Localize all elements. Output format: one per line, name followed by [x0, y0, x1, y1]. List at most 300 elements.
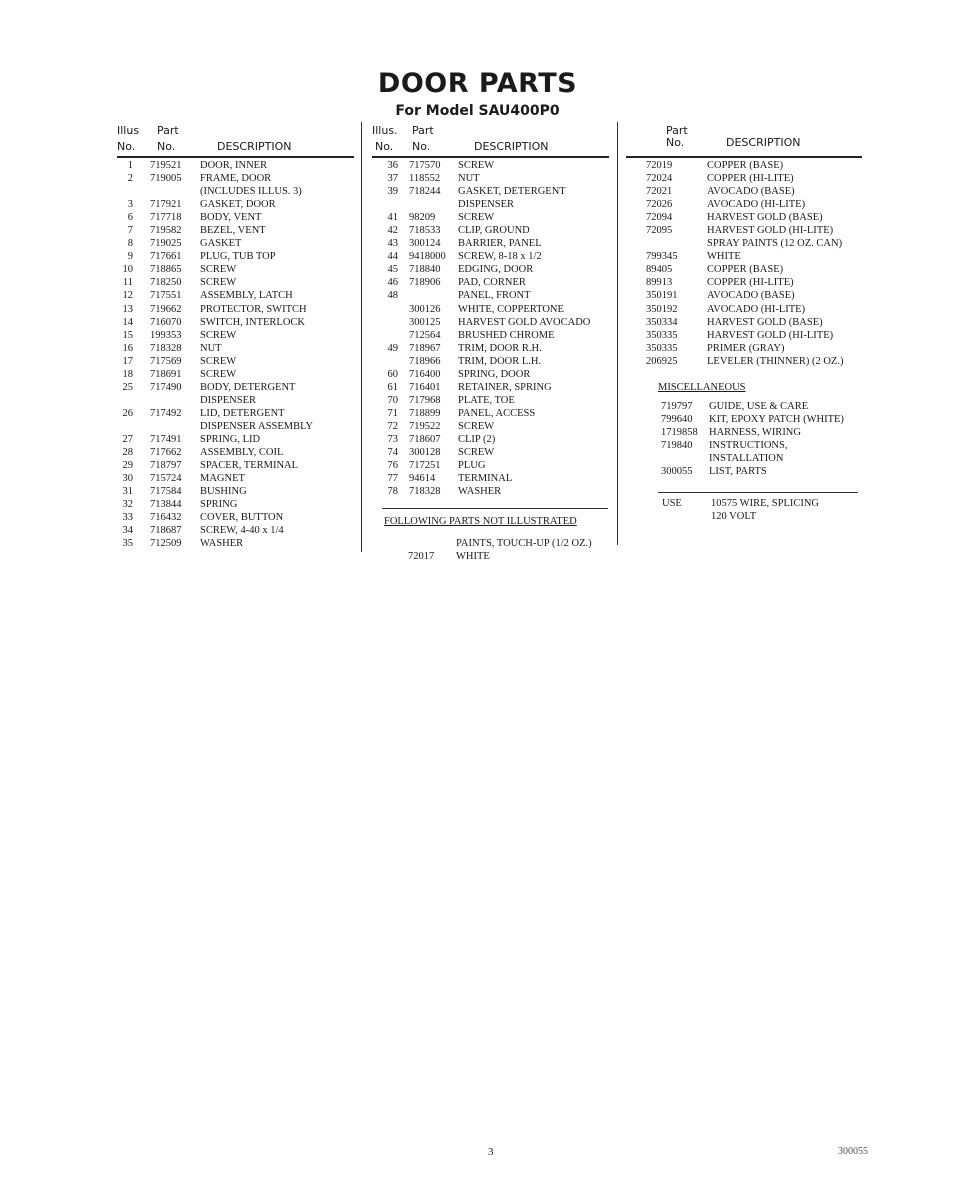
parts-row-part: 717662: [150, 447, 182, 459]
parts-row: [626, 439, 862, 452]
parts-row-desc: SCREW: [200, 329, 237, 341]
parts-row-illus: 15: [122, 329, 133, 341]
parts-row: [117, 224, 354, 237]
parts-row-illus: 33: [122, 512, 133, 524]
parts-row: [117, 303, 354, 316]
parts-row-desc: DOOR, INNER: [200, 160, 268, 171]
parts-row: [117, 498, 354, 511]
parts-row-desc: BARRIER, PANEL: [458, 238, 542, 250]
parts-row-desc: SCREW: [200, 264, 237, 276]
parts-row: [117, 342, 354, 355]
parts-row-desc: WHITE, COPPERTONE: [458, 303, 564, 315]
header-part-no: No.: [157, 140, 176, 153]
parts-row: [117, 381, 354, 394]
parts-row-desc: HARVEST GOLD (HI-LITE): [707, 225, 834, 237]
parts-row: [626, 510, 862, 523]
parts-row: [117, 407, 354, 420]
parts-row: [117, 289, 354, 302]
parts-row-desc: NUT: [200, 342, 222, 354]
parts-row: [117, 459, 354, 472]
parts-row-illus: 73: [387, 433, 398, 445]
parts-row-part: 718840: [409, 264, 441, 276]
parts-row-desc: PAINTS, TOUCH-UP (1/2 OZ.): [456, 538, 592, 550]
parts-row: [117, 368, 354, 381]
parts-row-desc: GUIDE, USE & CARE: [709, 400, 809, 412]
parts-row-part: 718328: [150, 342, 182, 354]
parts-row-illus: 35: [122, 538, 133, 550]
parts-row-part: 72026: [646, 199, 673, 211]
parts-row-desc: CLIP (2): [458, 433, 496, 445]
parts-row-part: 350192: [646, 303, 678, 315]
parts-row-illus: 25: [122, 381, 133, 393]
parts-row-illus: 2: [127, 173, 133, 185]
parts-row-desc: FRAME, DOOR: [200, 173, 272, 185]
parts-row: [117, 433, 354, 446]
parts-row-part: 718797: [150, 460, 182, 472]
parts-row-illus: 39: [387, 186, 398, 198]
parts-row-illus: 44: [387, 251, 398, 263]
parts-row: [372, 159, 609, 172]
parts-row-desc: PANEL, ACCESS: [458, 407, 536, 419]
parts-row-part: 199353: [150, 329, 182, 341]
parts-row: [372, 394, 609, 407]
parts-row-desc: WHITE: [707, 251, 741, 263]
parts-row-illus: 78: [387, 486, 398, 498]
parts-row-part: USE: [662, 498, 682, 510]
parts-row-part: 719005: [150, 173, 182, 185]
page-number: 3: [488, 1146, 494, 1158]
parts-row: [626, 250, 862, 263]
parts-row-part: 719522: [409, 420, 441, 432]
parts-row-desc: SCREW: [458, 212, 495, 224]
parts-row-desc: PLUG: [458, 460, 486, 472]
parts-row-part: 718899: [409, 407, 441, 419]
misc-list: [626, 400, 862, 478]
parts-row-illus: 77: [387, 473, 398, 485]
page-subtitle: For Model SAU400P0: [395, 103, 560, 119]
parts-row-desc: SCREW: [200, 277, 237, 289]
parts-row-part: 300128: [409, 447, 441, 459]
parts-row: [117, 198, 354, 211]
parts-row: [117, 211, 354, 224]
parts-row-desc: SCREW: [200, 355, 237, 367]
parts-row-part: 1719858: [661, 426, 698, 438]
parts-row-part: 717921: [150, 199, 182, 211]
header-part-no: No.: [666, 136, 685, 149]
parts-row-part: 718865: [150, 264, 182, 276]
parts-row-desc: HARVEST GOLD AVOCADO: [458, 316, 591, 328]
parts-row: [117, 485, 354, 498]
parts-row: [372, 381, 609, 394]
parts-row-desc: 120 VOLT: [711, 511, 757, 523]
parts-list: [117, 158, 354, 550]
parts-row: [117, 316, 354, 329]
parts-row-part: 350335: [646, 342, 678, 354]
parts-row-part: 719521: [150, 160, 182, 171]
parts-row: [372, 342, 609, 355]
parts-row-part: 719025: [150, 238, 182, 250]
parts-row-illus: 45: [387, 264, 398, 276]
parts-row-illus: 17: [122, 355, 133, 367]
not-illustrated-title: FOLLOWING PARTS NOT ILLUSTRATED: [384, 516, 577, 528]
parts-row-desc: SCREW, 8-18 x 1/2: [458, 251, 542, 263]
parts-row-part: 717569: [150, 355, 182, 367]
parts-row-desc: WHITE: [456, 551, 490, 563]
parts-row: [372, 355, 609, 368]
parts-row: [626, 342, 862, 355]
parts-row: [117, 276, 354, 289]
parts-row: [117, 237, 354, 250]
parts-row: [117, 159, 354, 172]
parts-row-desc: EDGING, DOOR: [458, 264, 534, 276]
parts-row-part: 799345: [646, 251, 678, 263]
parts-row: [372, 198, 609, 211]
header-description: DESCRIPTION: [474, 140, 549, 153]
parts-row-illus: 3: [127, 199, 133, 211]
parts-row-desc: AVOCADO (HI-LITE): [707, 303, 806, 315]
parts-row-desc: PRIMER (GRAY): [707, 342, 785, 354]
parts-row: [372, 459, 609, 472]
parts-row-desc: COPPER (BASE): [707, 264, 784, 276]
parts-row-part: 718906: [409, 277, 441, 289]
parts-row-desc: 10575 WIRE, SPLICING: [711, 498, 820, 510]
column-divider: [617, 122, 618, 545]
parts-row-desc: GASKET, DOOR: [200, 199, 276, 211]
parts-row-desc: KIT, EPOXY PATCH (WHITE): [709, 413, 844, 425]
parts-row-desc: BODY, VENT: [200, 212, 262, 224]
parts-row: [626, 276, 862, 289]
parts-row-part: 717491: [150, 433, 182, 445]
parts-row-part: 118552: [409, 173, 441, 185]
parts-row-part: 717584: [150, 486, 182, 498]
parts-row: [626, 426, 862, 439]
parts-row-desc: ASSEMBLY, LATCH: [200, 290, 293, 302]
parts-row: [372, 472, 609, 485]
parts-row-desc: HARVEST GOLD (BASE): [707, 212, 823, 224]
parts-row-illus: 43: [387, 238, 398, 250]
parts-row: [626, 159, 862, 172]
parts-row-part: 72094: [646, 212, 673, 224]
parts-row-desc: PLATE, TOE: [458, 394, 515, 406]
parts-row: [372, 446, 609, 459]
parts-row-illus: 29: [122, 460, 133, 472]
header-illus: Illus.: [372, 124, 398, 137]
parts-row-desc: TRIM, DOOR R.H.: [458, 342, 542, 354]
header-description: DESCRIPTION: [726, 136, 801, 149]
header-illus: Illus: [117, 124, 140, 137]
header-part: Part: [666, 124, 688, 137]
parts-row-part: 716400: [409, 368, 441, 380]
parts-row-desc: SCREW, 4-40 x 1/4: [200, 525, 284, 537]
parts-row-illus: 7: [127, 225, 133, 237]
parts-row-desc: SPRAY PAINTS (12 OZ. CAN): [707, 238, 843, 250]
parts-row-part: 350191: [646, 290, 678, 302]
parts-row: [626, 263, 862, 276]
parts-row: [117, 524, 354, 537]
parts-row: [626, 316, 862, 329]
parts-row: [117, 263, 354, 276]
parts-row-illus: 72: [387, 420, 398, 432]
parts-row-illus: 16: [122, 342, 133, 354]
parts-row-desc: TRIM, DOOR L.H.: [458, 355, 542, 367]
parts-list: [372, 158, 609, 498]
parts-row: [372, 263, 609, 276]
parts-column-right: [626, 120, 862, 523]
parts-row-part: 9418000: [409, 251, 446, 263]
parts-row-desc: SWITCH, INTERLOCK: [200, 316, 305, 328]
parts-row-illus: 18: [122, 368, 133, 380]
parts-row: [626, 400, 862, 413]
parts-row: [372, 224, 609, 237]
parts-row-desc: MAGNET: [200, 473, 245, 485]
parts-row-part: 717551: [150, 290, 182, 302]
parts-row-illus: 13: [122, 303, 133, 315]
parts-row-desc: ASSEMBLY, COIL: [200, 447, 284, 459]
parts-row-desc: HARVEST GOLD (BASE): [707, 316, 823, 328]
parts-row: [626, 211, 862, 224]
parts-row: [372, 420, 609, 433]
parts-row-desc: LID, DETERGENT: [200, 407, 285, 419]
parts-row: [117, 511, 354, 524]
parts-column-middle: [372, 120, 609, 563]
document-code: 300055: [838, 1146, 868, 1157]
parts-row-part: 72095: [646, 225, 673, 237]
parts-row-illus: 36: [387, 160, 398, 171]
parts-row-desc: BUSHING: [200, 486, 247, 498]
header-part: Part: [412, 124, 434, 137]
parts-row-desc: LIST, PARTS: [709, 465, 767, 477]
parts-row-desc: DISPENSER: [458, 199, 515, 211]
parts-row-illus: 11: [122, 277, 133, 289]
page-title: DOOR PARTS: [377, 68, 578, 99]
parts-row-desc: BEZEL, VENT: [200, 225, 266, 237]
parts-row-part: 717718: [150, 212, 182, 224]
parts-row-part: 98209: [409, 212, 436, 224]
parts-row: [117, 394, 354, 407]
parts-row-desc: SCREW: [458, 447, 495, 459]
parts-column-left: [117, 120, 354, 550]
parts-row-part: 300125: [409, 316, 441, 328]
parts-row-part: 350334: [646, 316, 678, 328]
parts-row-part: 716401: [409, 381, 441, 393]
parts-row: [372, 537, 609, 550]
parts-row-desc: COVER, BUTTON: [200, 512, 284, 524]
parts-row-part: 718533: [409, 225, 441, 237]
parts-row-part: 715724: [150, 473, 182, 485]
parts-row-part: 717570: [409, 160, 441, 171]
parts-row-part: 72019: [646, 160, 673, 171]
parts-row-part: 799640: [661, 413, 693, 425]
parts-row-desc: SPRING: [200, 499, 238, 511]
parts-row-part: 718967: [409, 342, 441, 354]
parts-row: [372, 276, 609, 289]
header-part-no: No.: [412, 140, 431, 153]
parts-row-part: 716432: [150, 512, 182, 524]
parts-row-part: 719840: [661, 439, 693, 451]
parts-row-desc: DISPENSER: [200, 394, 257, 406]
parts-row-part: 350335: [646, 329, 678, 341]
parts-row-part: 717251: [409, 460, 441, 472]
parts-row: [372, 433, 609, 446]
parts-row-desc: INSTALLATION: [709, 452, 784, 464]
parts-row-desc: HARNESS, WIRING: [709, 426, 801, 438]
parts-row-illus: 30: [122, 473, 133, 485]
parts-row: [117, 185, 354, 198]
parts-row: [117, 250, 354, 263]
parts-row-part: 300126: [409, 303, 441, 315]
parts-row-illus: 60: [387, 368, 398, 380]
parts-row-part: 718607: [409, 433, 441, 445]
parts-row-part: 718687: [150, 525, 182, 537]
column-header: [626, 120, 862, 158]
parts-row-part: 716070: [150, 316, 182, 328]
parts-list: [626, 158, 862, 368]
parts-row-desc: PAD, CORNER: [458, 277, 526, 289]
parts-row-illus: 41: [387, 212, 398, 224]
parts-row-desc: SCREW: [458, 420, 495, 432]
parts-row: [372, 485, 609, 498]
parts-row-part: 72021: [646, 186, 673, 198]
parts-row-part: 718966: [409, 355, 441, 367]
parts-row-desc: SPACER, TERMINAL: [200, 460, 299, 472]
parts-row-part: 206925: [646, 355, 678, 367]
parts-row: [117, 329, 354, 342]
parts-row-illus: 28: [122, 447, 133, 459]
parts-row-illus: 46: [387, 277, 398, 289]
parts-row-part: 72024: [646, 173, 673, 185]
parts-row-part: 718244: [409, 186, 441, 198]
parts-row: [626, 237, 862, 250]
parts-row: [372, 550, 609, 563]
parts-row-desc: AVOCADO (HI-LITE): [707, 199, 806, 211]
parts-row-illus: 37: [387, 173, 398, 185]
parts-row: [626, 198, 862, 211]
parts-row-illus: 34: [122, 525, 133, 537]
column-header: [372, 120, 609, 158]
parts-row-illus: 8: [127, 238, 133, 250]
parts-row: [117, 172, 354, 185]
parts-row-illus: 71: [387, 407, 398, 419]
parts-row-desc: WASHER: [458, 486, 502, 498]
not-illustrated-list: [372, 537, 609, 563]
parts-row-illus: 70: [387, 394, 398, 406]
parts-row-desc: BRUSHED CHROME: [458, 329, 555, 341]
header-description: DESCRIPTION: [217, 140, 292, 153]
parts-row: [372, 250, 609, 263]
parts-row: [626, 224, 862, 237]
header-illus-no: No.: [117, 140, 136, 153]
parts-row: [626, 465, 862, 478]
parts-row: [372, 368, 609, 381]
parts-row-illus: 31: [122, 486, 133, 498]
parts-row: [117, 472, 354, 485]
parts-row-desc: SPRING, DOOR: [458, 368, 531, 380]
parts-row-illus: 26: [122, 407, 133, 419]
parts-row-desc: WASHER: [200, 538, 244, 550]
parts-row-part: 718250: [150, 277, 182, 289]
parts-row: [626, 355, 862, 368]
parts-row-illus: 49: [387, 342, 398, 354]
parts-row: [372, 303, 609, 316]
parts-row-part: 719797: [661, 400, 693, 412]
parts-row-desc: COPPER (HI-LITE): [707, 277, 794, 289]
parts-row-desc: GASKET: [200, 238, 242, 250]
parts-row: [372, 289, 609, 302]
parts-row-desc: SCREW: [458, 160, 495, 171]
parts-row-illus: 48: [387, 290, 398, 302]
parts-row-part: 89405: [646, 264, 673, 276]
section-rule: [658, 482, 858, 493]
parts-row: [372, 172, 609, 185]
parts-row-desc: AVOCADO (BASE): [707, 290, 795, 302]
parts-row: [372, 185, 609, 198]
parts-row-part: 94614: [409, 473, 436, 485]
parts-row-illus: 9: [127, 251, 133, 263]
parts-row-desc: HARVEST GOLD (HI-LITE): [707, 329, 834, 341]
parts-row: [626, 413, 862, 426]
parts-row-part: 89913: [646, 277, 673, 289]
parts-row-desc: SPRING, LID: [200, 433, 261, 445]
parts-row-desc: INSTRUCTIONS,: [709, 439, 788, 451]
parts-row: [372, 329, 609, 342]
parts-row: [626, 289, 862, 302]
parts-row-illus: 27: [122, 433, 133, 445]
parts-row-part: 300055: [661, 465, 693, 477]
parts-row-illus: 74: [387, 447, 398, 459]
parts-row-desc: PROTECTOR, SWITCH: [200, 303, 307, 315]
parts-row-illus: 6: [127, 212, 133, 224]
column-header: [117, 120, 354, 158]
parts-row: [372, 407, 609, 420]
parts-row-desc: BODY, DETERGENT: [200, 381, 296, 393]
parts-row: [117, 420, 354, 433]
parts-row-part: 717490: [150, 381, 182, 393]
parts-row-part: 713844: [150, 499, 182, 511]
parts-row-illus: 14: [122, 316, 133, 328]
parts-row-desc: DISPENSER ASSEMBLY: [200, 420, 314, 432]
parts-row: [117, 537, 354, 550]
parts-row-part: 718691: [150, 368, 182, 380]
parts-row-illus: 61: [387, 381, 398, 393]
parts-row-desc: COPPER (HI-LITE): [707, 173, 794, 185]
parts-row-part: 712564: [409, 329, 441, 341]
parts-row-desc: NUT: [458, 173, 480, 185]
parts-row-desc: RETAINER, SPRING: [458, 381, 552, 393]
parts-row-part: 72017: [408, 551, 435, 563]
parts-row: [117, 446, 354, 459]
parts-row-desc: PANEL, FRONT: [458, 290, 531, 302]
section-rule: [382, 498, 608, 509]
parts-row-part: 717492: [150, 407, 182, 419]
parts-row: [626, 497, 862, 510]
parts-row: [372, 316, 609, 329]
parts-row-part: 718328: [409, 486, 441, 498]
column-divider: [361, 122, 362, 552]
parts-row: [372, 211, 609, 224]
parts-row-illus: 76: [387, 460, 398, 472]
parts-row-illus: 1: [127, 160, 133, 171]
parts-row-desc: (INCLUDES ILLUS. 3): [200, 186, 302, 198]
parts-row: [626, 172, 862, 185]
header-illus-no: No.: [375, 140, 394, 153]
parts-row: [626, 452, 862, 465]
parts-row-desc: LEVELER (THINNER) (2 OZ.): [707, 355, 844, 367]
use-list: [626, 497, 862, 523]
parts-row-desc: SCREW: [200, 368, 237, 380]
misc-title: MISCELLANEOUS: [658, 381, 746, 393]
parts-row: [626, 185, 862, 198]
parts-row-illus: 12: [122, 290, 133, 302]
